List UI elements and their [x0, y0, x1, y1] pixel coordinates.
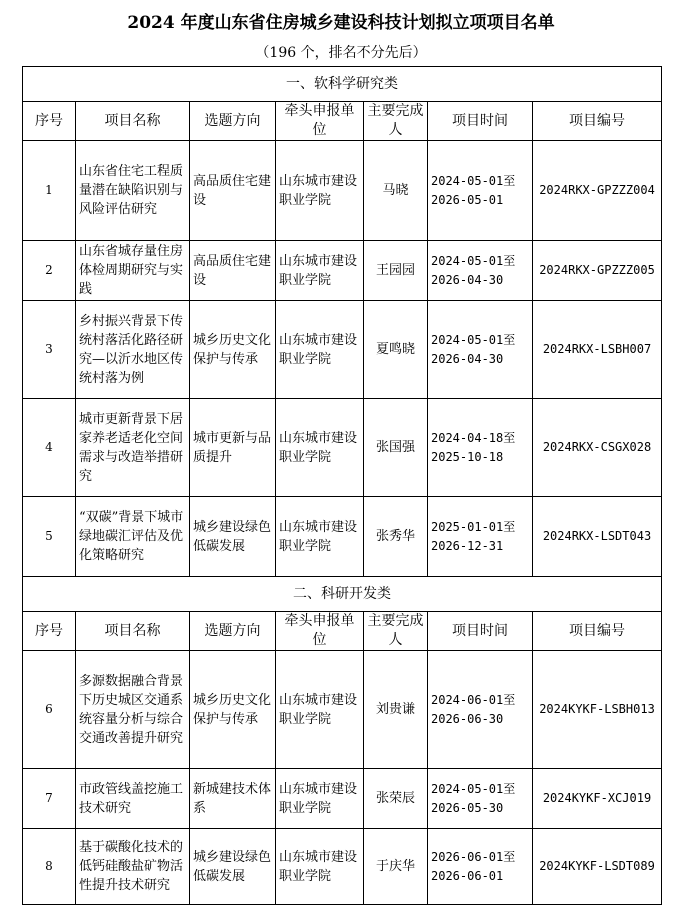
column-header-code: 项目编号	[533, 102, 662, 141]
cell-direction: 城乡历史文化保护与传承	[190, 651, 276, 769]
cell-unit: 山东城市建设职业学院	[276, 769, 364, 829]
cell-time: 2024-05-01至2026-05-30	[428, 769, 533, 829]
cell-unit: 山东城市建设职业学院	[276, 399, 364, 497]
cell-seq: 4	[23, 399, 76, 497]
cell-time: 2025-01-01至2026-12-31	[428, 497, 533, 577]
table-row	[23, 399, 662, 497]
column-header-direction: 选题方向	[190, 612, 276, 651]
cell-unit: 山东城市建设职业学院	[276, 497, 364, 577]
section-row	[23, 577, 662, 612]
cell-seq: 8	[23, 829, 76, 905]
cell-unit: 山东城市建设职业学院	[276, 241, 364, 301]
header-row	[23, 612, 662, 651]
cell-seq: 2	[23, 241, 76, 301]
column-header-seq: 序号	[23, 102, 76, 141]
cell-direction: 城乡建设绿色低碳发展	[190, 829, 276, 905]
column-header-code: 项目编号	[533, 612, 662, 651]
cell-name: 市政管线盖挖施工技术研究	[76, 769, 190, 829]
cell-time: 2024-05-01至2026-04-30	[428, 301, 533, 399]
table-row	[23, 829, 662, 905]
cell-seq: 6	[23, 651, 76, 769]
section-row	[23, 67, 662, 102]
cell-code: 2024KYKF-XCJ019	[533, 769, 662, 829]
column-header-name: 项目名称	[76, 102, 190, 141]
cell-name: 山东省住宅工程质量潜在缺陷识别与风险评估研究	[76, 141, 190, 241]
page-title: 2024 年度山东省住房城乡建设科技计划拟立项项目名单	[127, 13, 555, 33]
cell-direction: 高品质住宅建设	[190, 141, 276, 241]
section-title: 二、科研开发类	[23, 577, 662, 612]
cell-name: 多源数据融合背景下历史城区交通系统容量分析与综合交通改善提升研究	[76, 651, 190, 769]
cell-time: 2024-05-01至2026-05-01	[428, 141, 533, 241]
column-header-name: 项目名称	[76, 612, 190, 651]
cell-seq: 5	[23, 497, 76, 577]
cell-time: 2026-06-01至2026-06-01	[428, 829, 533, 905]
cell-person: 夏鸣晓	[364, 301, 428, 399]
column-header-person: 主要完成人	[364, 102, 428, 141]
cell-name: “双碳”背景下城市绿地碳汇评估及优化策略研究	[76, 497, 190, 577]
cell-direction: 城乡建设绿色低碳发展	[190, 497, 276, 577]
cell-person: 张荣辰	[364, 769, 428, 829]
cell-unit: 山东城市建设职业学院	[276, 829, 364, 905]
page-subtitle: （196 个，排名不分先后）	[255, 45, 427, 61]
cell-direction: 高品质住宅建设	[190, 241, 276, 301]
section-title: 一、软科学研究类	[23, 67, 662, 102]
cell-unit: 山东城市建设职业学院	[276, 651, 364, 769]
table-row	[23, 497, 662, 577]
cell-person: 马晓	[364, 141, 428, 241]
cell-seq: 3	[23, 301, 76, 399]
cell-code: 2024KYKF-LSDT089	[533, 829, 662, 905]
table-row	[23, 241, 662, 301]
cell-code: 2024RKX-LSDT043	[533, 497, 662, 577]
cell-person: 张国强	[364, 399, 428, 497]
cell-person: 张秀华	[364, 497, 428, 577]
column-header-time: 项目时间	[428, 102, 533, 141]
column-header-direction: 选题方向	[190, 102, 276, 141]
cell-unit: 山东城市建设职业学院	[276, 301, 364, 399]
column-header-unit: 牵头申报单位	[276, 612, 364, 651]
cell-unit: 山东城市建设职业学院	[276, 141, 364, 241]
cell-name: 乡村振兴背景下传统村落活化路径研究—以沂水地区传统村落为例	[76, 301, 190, 399]
column-header-person: 主要完成人	[364, 612, 428, 651]
cell-person: 于庆华	[364, 829, 428, 905]
cell-name: 城市更新背景下居家养老适老化空间需求与改造举措研究	[76, 399, 190, 497]
column-header-seq: 序号	[23, 612, 76, 651]
table-row	[23, 141, 662, 241]
cell-direction: 城市更新与品质提升	[190, 399, 276, 497]
cell-person: 王园园	[364, 241, 428, 301]
cell-seq: 1	[23, 141, 76, 241]
cell-time: 2024-06-01至2026-06-30	[428, 651, 533, 769]
cell-code: 2024KYKF-LSBH013	[533, 651, 662, 769]
cell-name: 山东省城存量住房体检周期研究与实践	[76, 241, 190, 301]
column-header-unit: 牵头申报单位	[276, 102, 364, 141]
cell-code: 2024RKX-LSBH007	[533, 301, 662, 399]
cell-code: 2024RKX-CSGX028	[533, 399, 662, 497]
cell-code: 2024RKX-GPZZZ005	[533, 241, 662, 301]
cell-seq: 7	[23, 769, 76, 829]
cell-time: 2024-04-18至2025-10-18	[428, 399, 533, 497]
cell-code: 2024RKX-GPZZZ004	[533, 141, 662, 241]
table-row	[23, 769, 662, 829]
table-row	[23, 301, 662, 399]
column-header-time: 项目时间	[428, 612, 533, 651]
header-row	[23, 102, 662, 141]
table-row	[23, 651, 662, 769]
cell-time: 2024-05-01至2026-04-30	[428, 241, 533, 301]
project-table	[22, 66, 662, 905]
cell-name: 基于碳酸化技术的低钙硅酸盐矿物活性提升技术研究	[76, 829, 190, 905]
cell-person: 刘贵谦	[364, 651, 428, 769]
cell-direction: 新城建技术体系	[190, 769, 276, 829]
cell-direction: 城乡历史文化保护与传承	[190, 301, 276, 399]
